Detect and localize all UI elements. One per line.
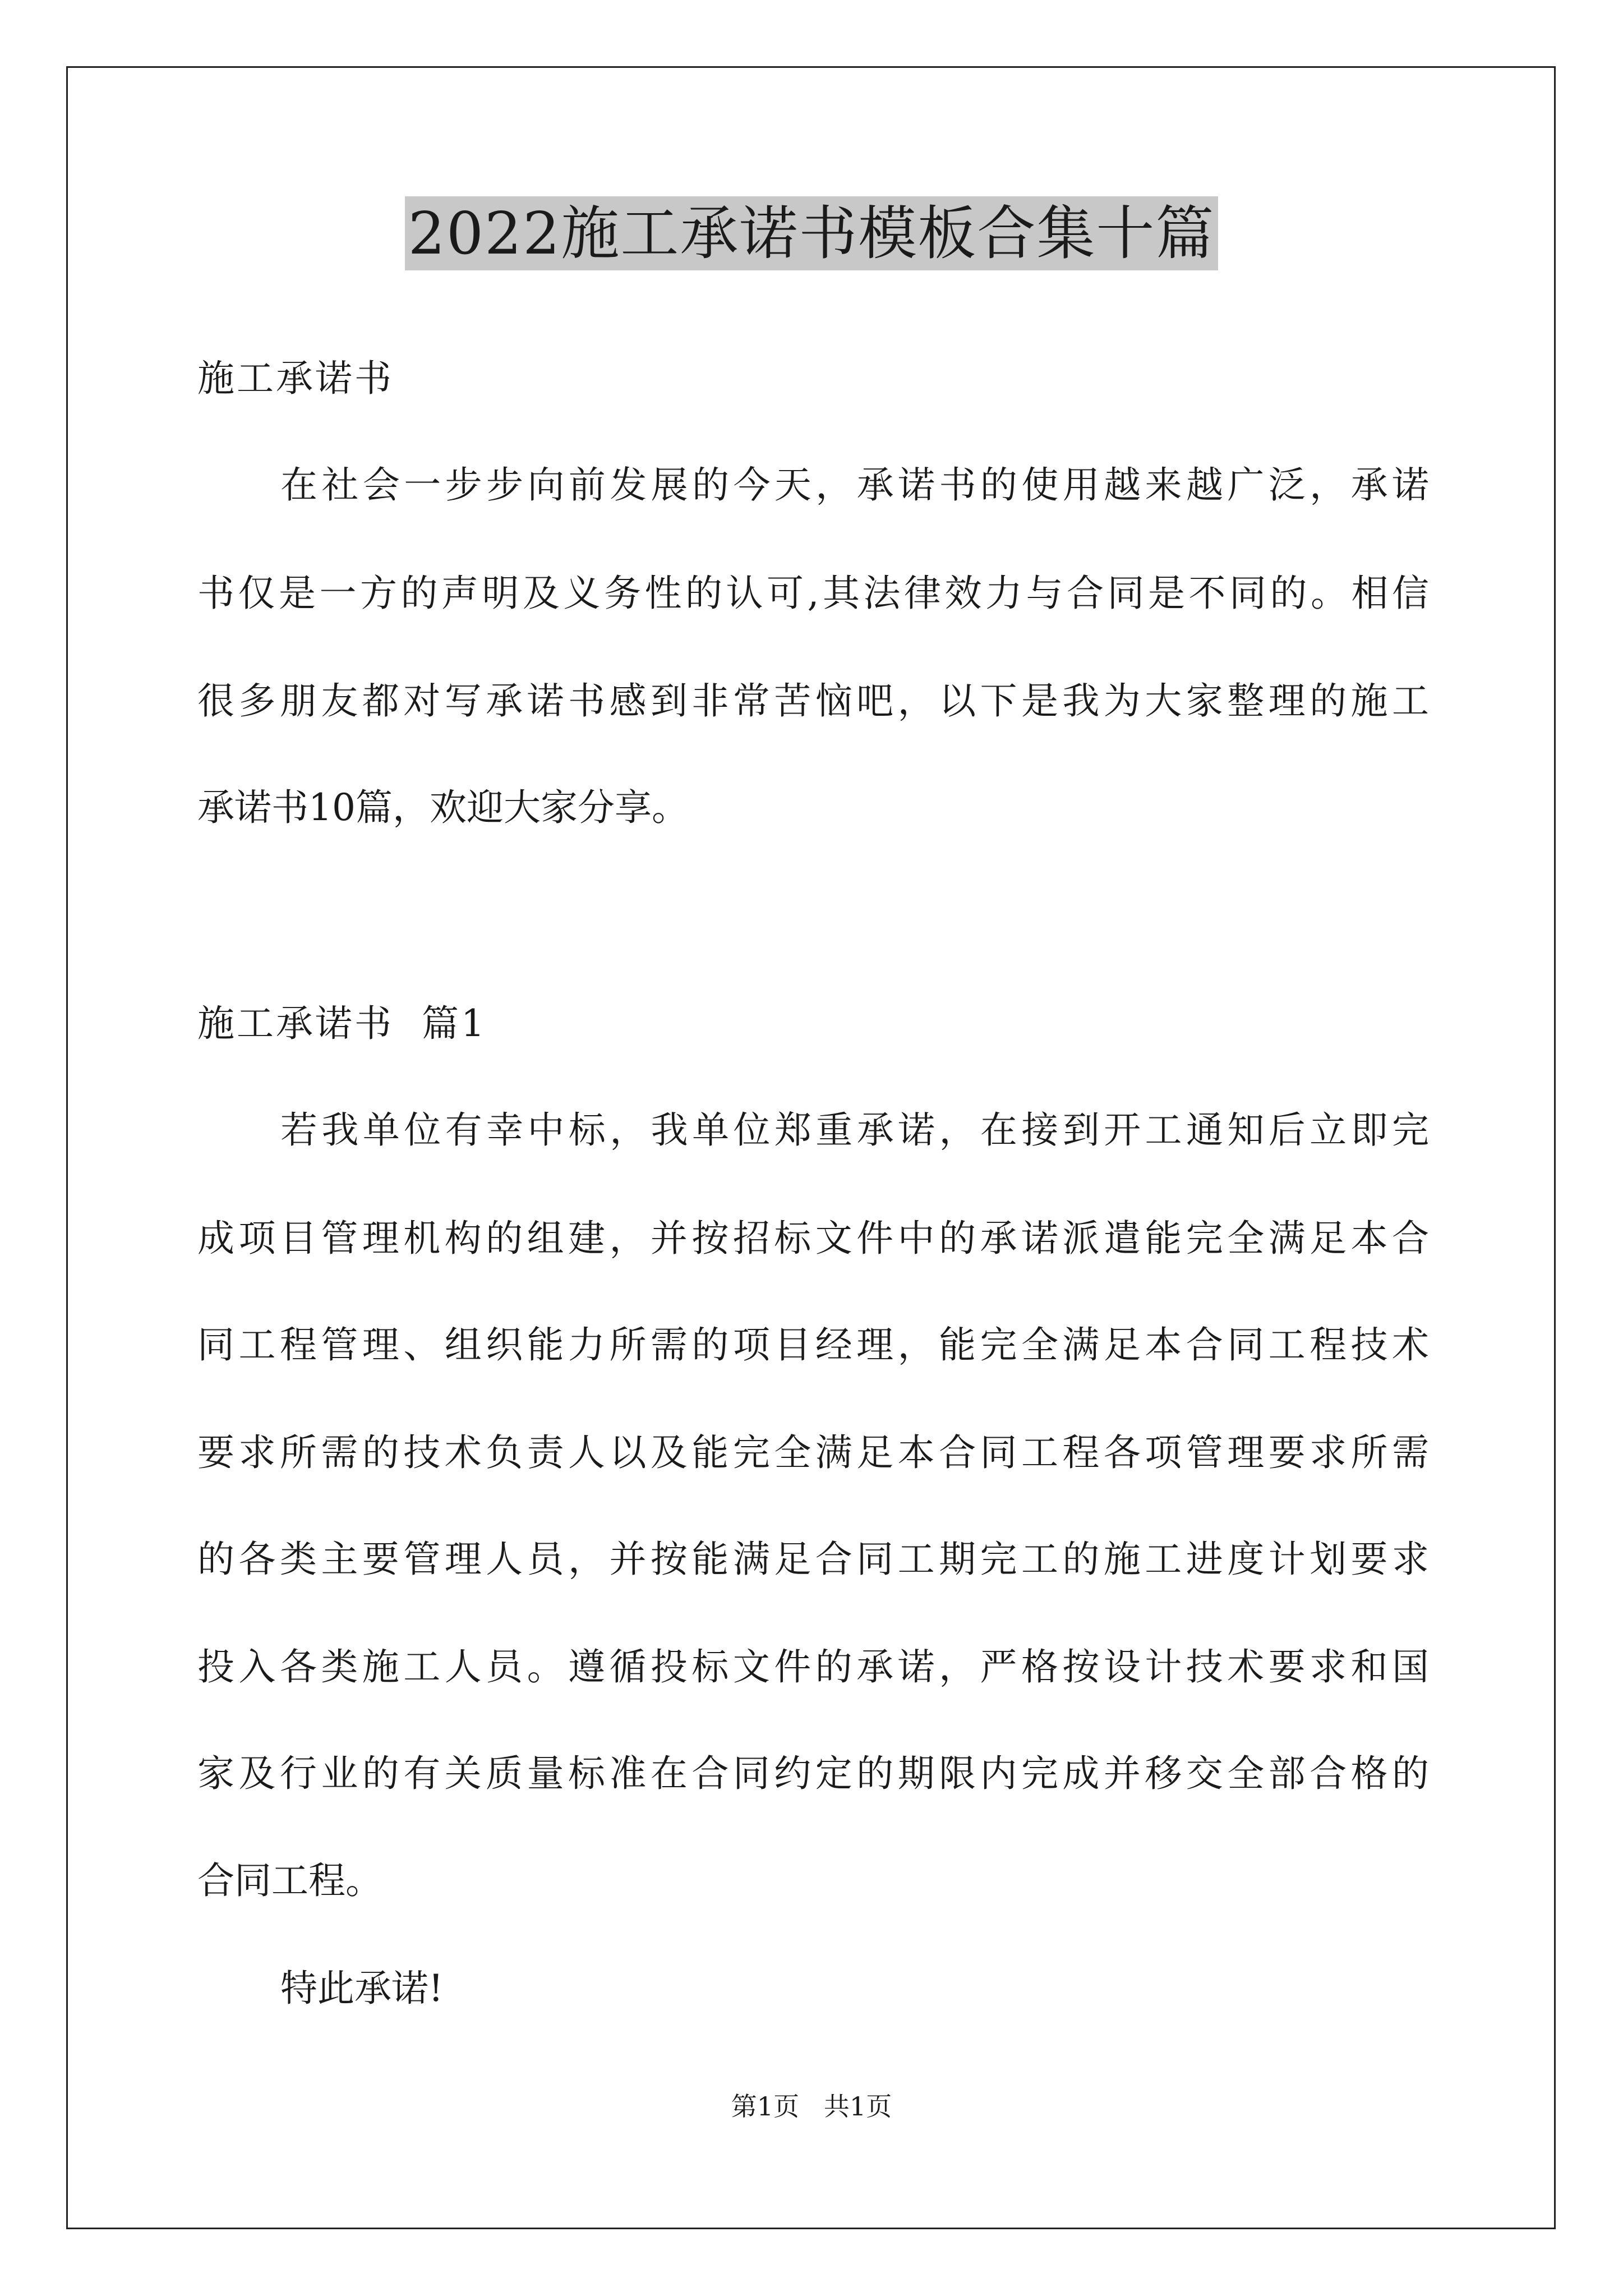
section-1-line-3: 同工程管理、组织能力所需的项目经理，能完全满足本合同工程技术 [197, 1323, 1429, 1366]
section-1-line-2: 成项目管理机构的组建，并按招标文件中的承诺派遣能完全满足本合 [197, 1217, 1429, 1260]
section-1-line-6: 投入各类施工人员。遵循投标文件的承诺，严格按设计技术要求和国 [197, 1645, 1429, 1688]
intro-line-3: 很多朋友都对写承诺书感到非常苦恼吧，以下是我为大家整理的施工 [197, 679, 1429, 723]
page-number-footer: 第1页 共1页 [731, 2091, 892, 2122]
section-1-heading: 施工承诺书 篇1 [197, 1002, 487, 1045]
section-1-line-7: 家及行业的有关质量标准在合同约定的期限内完成并移交全部合格的 [197, 1752, 1429, 1795]
intro-line-4: 承诺书10篇，欢迎大家分享。 [197, 786, 689, 829]
document-title: 2022施工承诺书模板合集十篇 [405, 196, 1219, 270]
intro-line-1: 在社会一步步向前发展的今天，承诺书的使用越来越广泛，承诺 [280, 463, 1429, 507]
intro-line-2: 书仅是一方的声明及义务性的认可,其法律效力与合同是不同的。相信 [197, 572, 1429, 615]
intro-heading: 施工承诺书 [197, 357, 394, 400]
section-1-line-4: 要求所需的技术负责人以及能完全满足本合同工程各项管理要求所需 [197, 1431, 1429, 1474]
title-container [0, 196, 1623, 270]
section-1-line-5: 的各类主要管理人员，并按能满足合同工期完工的施工进度计划要求 [197, 1538, 1429, 1581]
section-1-line-1: 若我单位有幸中标，我单位郑重承诺，在接到开工通知后立即完 [280, 1108, 1429, 1152]
section-1-line-8: 合同工程。 [197, 1859, 382, 1902]
closing-statement: 特此承诺! [280, 1967, 444, 2010]
